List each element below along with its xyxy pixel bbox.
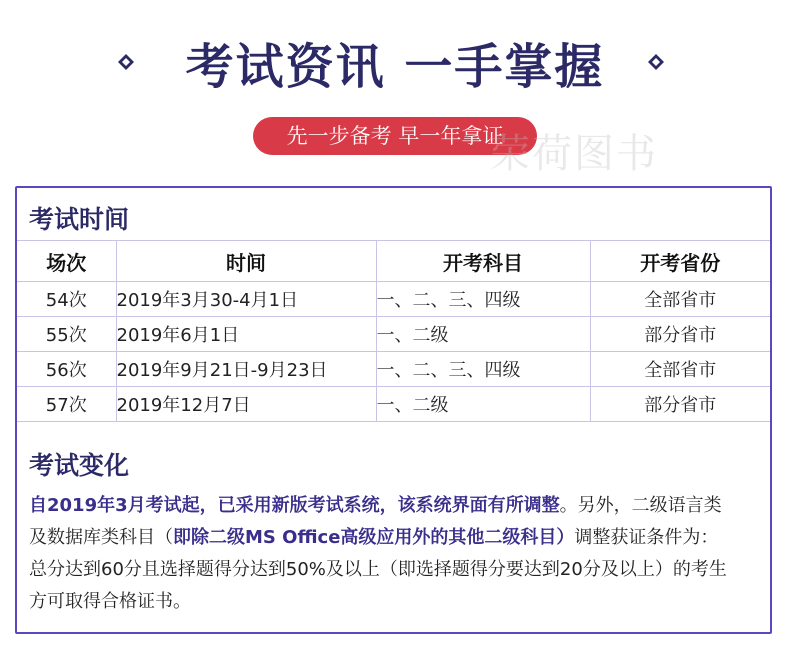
schedule-table <box>17 240 770 422</box>
cell-time: 2019年12月7日 <box>116 387 376 422</box>
column-header: 时间 <box>116 241 376 282</box>
changes-title: 考试变化 <box>29 451 130 480</box>
cell-time: 2019年9月21日-9月23日 <box>116 352 376 387</box>
info-card <box>15 186 772 634</box>
column-header: 场次 <box>17 241 116 282</box>
cell-subjects: 一、二级 <box>376 387 590 422</box>
diamond-icon <box>648 54 664 70</box>
table-row <box>17 317 770 352</box>
changes-paragraph <box>29 490 729 618</box>
cell-session: 55次 <box>17 317 116 352</box>
highlight-text: 自2019年3月考试起，已采用新版考试系统，该系统界面有所调整 <box>29 495 560 516</box>
body-text: 调整获证条件为：总分达到60分且选择题得分达到50%及以上（即选择题得分要达到20分及以上）的考生方可取得合格证书。 <box>29 527 727 612</box>
watermark: 荣荷图书 <box>490 131 658 177</box>
column-header: 开考科目 <box>376 241 590 282</box>
cell-provinces: 全部省市 <box>590 282 770 317</box>
cell-provinces: 部分省市 <box>590 387 770 422</box>
header <box>0 28 790 98</box>
schedule-title: 考试时间 <box>29 205 130 234</box>
column-header: 开考省份 <box>590 241 770 282</box>
table-header-row <box>17 241 770 282</box>
cell-time: 2019年6月1日 <box>116 317 376 352</box>
body-text: 。另外，二级语言类及数据库类科目（ <box>29 495 722 548</box>
cell-session: 56次 <box>17 352 116 387</box>
cell-provinces: 全部省市 <box>590 352 770 387</box>
cell-provinces: 部分省市 <box>590 317 770 352</box>
table-row <box>17 282 770 317</box>
table-row <box>17 352 770 387</box>
cell-subjects: 一、二、三、四级 <box>376 282 590 317</box>
page-title: 考试资讯 一手掌握 <box>185 39 605 95</box>
cell-session: 54次 <box>17 282 116 317</box>
cell-subjects: 一、二级 <box>376 317 590 352</box>
cell-time: 2019年3月30-4月1日 <box>116 282 376 317</box>
highlight-text: 即除二级MS Office高级应用外的其他二级科目） <box>173 527 575 548</box>
cell-session: 57次 <box>17 387 116 422</box>
cell-subjects: 一、二、三、四级 <box>376 352 590 387</box>
subtitle-pill: 先一步备考 早一年拿证 <box>253 117 537 155</box>
table-row <box>17 387 770 422</box>
